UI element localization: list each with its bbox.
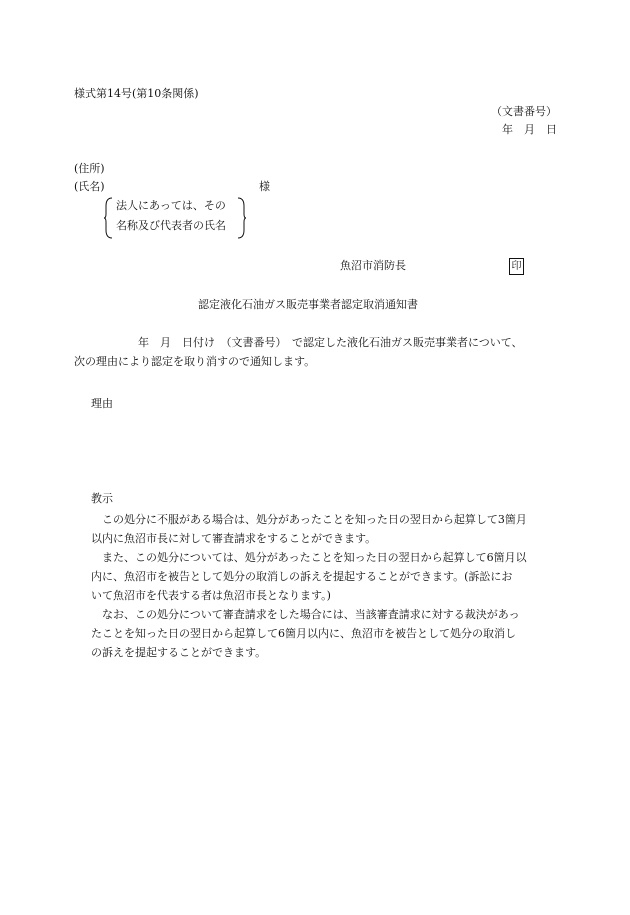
body-line-1: 年 月 日付け （文書番号） で認定した液化石油ガス販売事業者について、: [138, 336, 523, 349]
notice-line: いて魚沼市を代表する者は魚沼市長となります。): [91, 589, 331, 602]
address-label: (住所): [74, 162, 105, 175]
notice-line: たことを知った日の翌日から起算して6箇月以内に、魚沼市を被告として処分の取消し: [91, 627, 516, 640]
corporation-note: [104, 196, 246, 240]
seal-mark: 印: [509, 258, 524, 275]
honorific: 様: [259, 180, 270, 193]
notice-line: なお、この処分について審査請求をした場合には、当該審査請求に対する裁決があっ: [102, 608, 520, 621]
notice-line: 内に、魚沼市を被告として処分の取消しの訴えを提起することができます。(訴訟にお: [91, 570, 513, 583]
date-line: 年 月 日: [502, 123, 557, 136]
document-number: （文書番号）: [491, 105, 557, 118]
notice-line: また、この処分については、処分があったことを知った日の翌日から起算して6箇月以: [102, 551, 527, 564]
body-line-2: 次の理由により認定を取り消すので通知します。: [74, 355, 316, 368]
name-label: (氏名): [74, 180, 105, 193]
corporation-note-line1: 法人にあっては、その: [116, 199, 226, 212]
reason-label: 理由: [91, 397, 113, 410]
form-number: 様式第14号(第10条関係): [74, 87, 199, 100]
notice-label: 教示: [91, 492, 113, 505]
corporation-note-line2: 名称及び代表者の氏名: [116, 219, 226, 232]
issuer-name: 魚沼市消防長: [340, 259, 406, 272]
notice-line: この処分に不服がある場合は、処分があったことを知った日の翌日から起算して3箇月: [102, 513, 527, 526]
document-title: 認定液化石油ガス販売事業者認定取消通知書: [198, 298, 418, 311]
notice-line: の訴えを提起することができます。: [91, 646, 267, 659]
notice-line: 以内に魚沼市長に対して審査請求をすることができます。: [91, 532, 377, 545]
